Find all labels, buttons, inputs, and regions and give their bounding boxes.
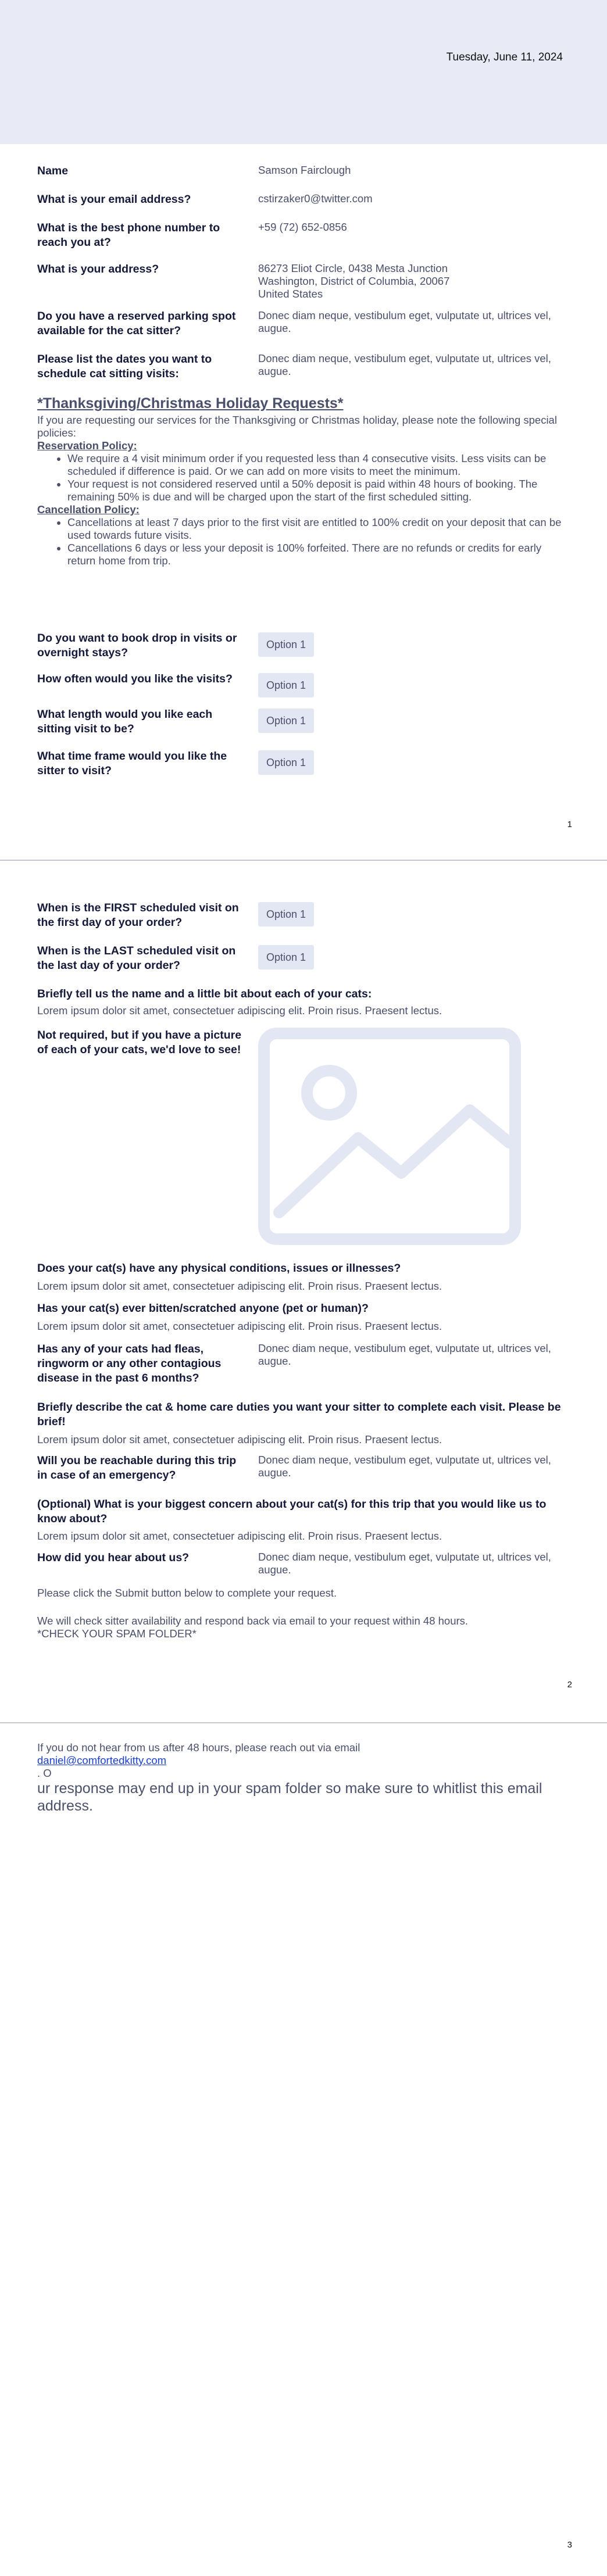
field-label: Will you be reachable during this trip in case of an emergency? <box>37 1454 237 1482</box>
field-label: What is your email address? <box>37 193 191 206</box>
conditions-answer: Lorem ipsum dolor sit amet, consectetuer adipiscing elit. Proin risus. Praesent lectus. <box>37 1280 442 1292</box>
field-label: What length would you like each sitting visit to be? <box>37 708 213 735</box>
page-1 <box>0 0 607 860</box>
concern-question: (Optional) What is your biggest concern about your cat(s) for this trip that you would like us to know about? <box>37 1498 547 1525</box>
field-label: Name <box>37 164 69 177</box>
list-item: • We require a 4 visit minimum order if you requested less than 4 consecutive visits. Less visits can be scheduled if difference is paid. Or we can add on more visits to meet the minimum. <box>67 452 570 478</box>
duties-answer: Lorem ipsum dolor sit amet, consectetuer adipiscing elit. Proin risus. Praesent lectus. <box>37 1433 442 1446</box>
cats-intro-answer: Lorem ipsum dolor sit amet, consectetuer adipiscing elit. Proin risus. Praesent lectus. <box>37 1004 442 1017</box>
page-number: 1 <box>567 820 572 829</box>
field-label: Please list the dates you want to schedule cat sitting visits: <box>37 353 212 380</box>
field-value: Donec diam neque, vestibulum eget, vulputate ut, ultrices vel, augue. <box>258 1342 551 1367</box>
field-value: +59 (72) 652-0856 <box>258 221 347 233</box>
check-note-line-1: We will check sitter availability and respond back via email to your request within 48 hours. <box>37 1615 469 1627</box>
last-visit-select[interactable]: Option 1 <box>258 945 314 969</box>
email-line <box>37 1754 570 1767</box>
field-label: How often would you like the visits? <box>37 672 233 685</box>
spam-note: ur response may end up in your spam folder so make sure to whitlist this email address. <box>37 1780 542 1814</box>
visit-type-select[interactable]: Option 1 <box>258 632 314 657</box>
holiday-title: *Thanksgiving/Christmas Holiday Requests* <box>37 395 344 412</box>
duties-question: Briefly describe the cat & home care duties you want your sitter to complete each visit. Please be brief! <box>37 1401 561 1428</box>
list-item: • Your request is not considered reserved until a 50% deposit is paid within 48 hours of booking. The remaining 50% is due and will be charged upon the start of the first scheduled sitting. <box>67 478 570 503</box>
field-value: cstirzaker0@twitter.com <box>258 192 373 205</box>
cats-intro-question: Briefly tell us the name and a little bit about each of your cats: <box>37 988 372 1000</box>
field-label: How did you hear about us? <box>37 1551 190 1564</box>
field-label: Has any of your cats had fleas, ringworm or any other contagious disease in the past 6 months? <box>37 1343 222 1384</box>
visit-frequency-select[interactable]: Option 1 <box>258 673 314 697</box>
address-line-1: 86273 Eliot Circle, 0438 Mesta Junction <box>258 262 448 274</box>
time-frame-select[interactable]: Option 1 <box>258 750 314 775</box>
visit-length-select[interactable]: Option 1 <box>258 709 314 733</box>
field-label: Not required, but if you have a picture of each of your cats, we'd love to see! <box>37 1029 242 1056</box>
field-value: Donec diam neque, vestibulum eget, vulputate ut, ultrices vel, augue. <box>258 309 551 334</box>
field-label: What time frame would you like the sitter to visit? <box>37 750 227 777</box>
image-placeholder-icon <box>258 1028 521 1245</box>
bitten-answer: Lorem ipsum dolor sit amet, consectetuer adipiscing elit. Proin risus. Praesent lectus. <box>37 1320 442 1332</box>
field-value <box>258 262 572 300</box>
check-note-line-2: *CHECK YOUR SPAM FOLDER* <box>37 1627 197 1640</box>
email-link[interactable]: daniel@comfortedkitty.com <box>37 1754 167 1766</box>
page-3 <box>0 1723 607 2576</box>
field-label: What is the best phone number to reach you at? <box>37 221 220 249</box>
concern-answer: Lorem ipsum dolor sit amet, consectetuer adipiscing elit. Proin risus. Praesent lectus. <box>37 1530 442 1542</box>
page-number: 3 <box>567 2540 572 2550</box>
list-item: • Cancellations 6 days or less your deposit is 100% forfeited. There are no refunds or credits for early return home from trip. <box>67 542 570 567</box>
holiday-intro: If you are requesting our services for the Thanksgiving or Christmas holiday, please note the following special policies: <box>37 414 557 439</box>
field-label: Do you want to book drop in visits or overnight stays? <box>37 632 237 659</box>
contact-line: If you do not hear from us after 48 hours, please reach out via email <box>37 1741 360 1754</box>
field-label: When is the FIRST scheduled visit on the first day of your order? <box>37 901 239 929</box>
field-label: What is your address? <box>37 263 159 276</box>
address-line-2: Washington, District of Columbia, 20067 <box>258 275 450 287</box>
header-band <box>0 0 607 144</box>
field-value: Donec diam neque, vestibulum eget, vulputate ut, ultrices vel, augue. <box>258 1454 551 1479</box>
first-visit-select[interactable]: Option 1 <box>258 902 314 926</box>
page-number: 2 <box>567 1680 572 1690</box>
page-2 <box>0 860 607 1723</box>
bitten-question: Has your cat(s) ever bitten/scratched anyone (pet or human)? <box>37 1302 369 1315</box>
field-value: Samson Fairclough <box>258 164 351 176</box>
field-label: Do you have a reserved parking spot available for the cat sitter? <box>37 310 236 337</box>
cancellation-policy-heading: Cancellation Policy: <box>37 503 140 516</box>
reservation-policy-list <box>37 452 570 503</box>
submit-note: Please click the Submit button below to complete your request. <box>37 1587 337 1599</box>
cat-picture-placeholder <box>258 1028 521 1245</box>
text-fragment: . O <box>37 1767 52 1779</box>
holiday-policies <box>37 414 570 567</box>
field-label: When is the LAST scheduled visit on the last day of your order? <box>37 944 236 972</box>
address-line-3: United States <box>258 288 323 300</box>
field-value: Donec diam neque, vestibulum eget, vulputate ut, ultrices vel, augue. <box>258 352 551 377</box>
conditions-question: Does your cat(s) have any physical conditions, issues or illnesses? <box>37 1262 401 1275</box>
reservation-policy-heading: Reservation Policy: <box>37 439 137 452</box>
header-date: Tuesday, June 11, 2024 <box>446 51 563 63</box>
list-item: • Cancellations at least 7 days prior to the first visit are entitled to 100% credit on your deposit that can be used towards future visits. <box>67 516 570 542</box>
field-value: Donec diam neque, vestibulum eget, vulputate ut, ultrices vel, augue. <box>258 1551 551 1576</box>
cancellation-policy-list <box>37 516 570 567</box>
